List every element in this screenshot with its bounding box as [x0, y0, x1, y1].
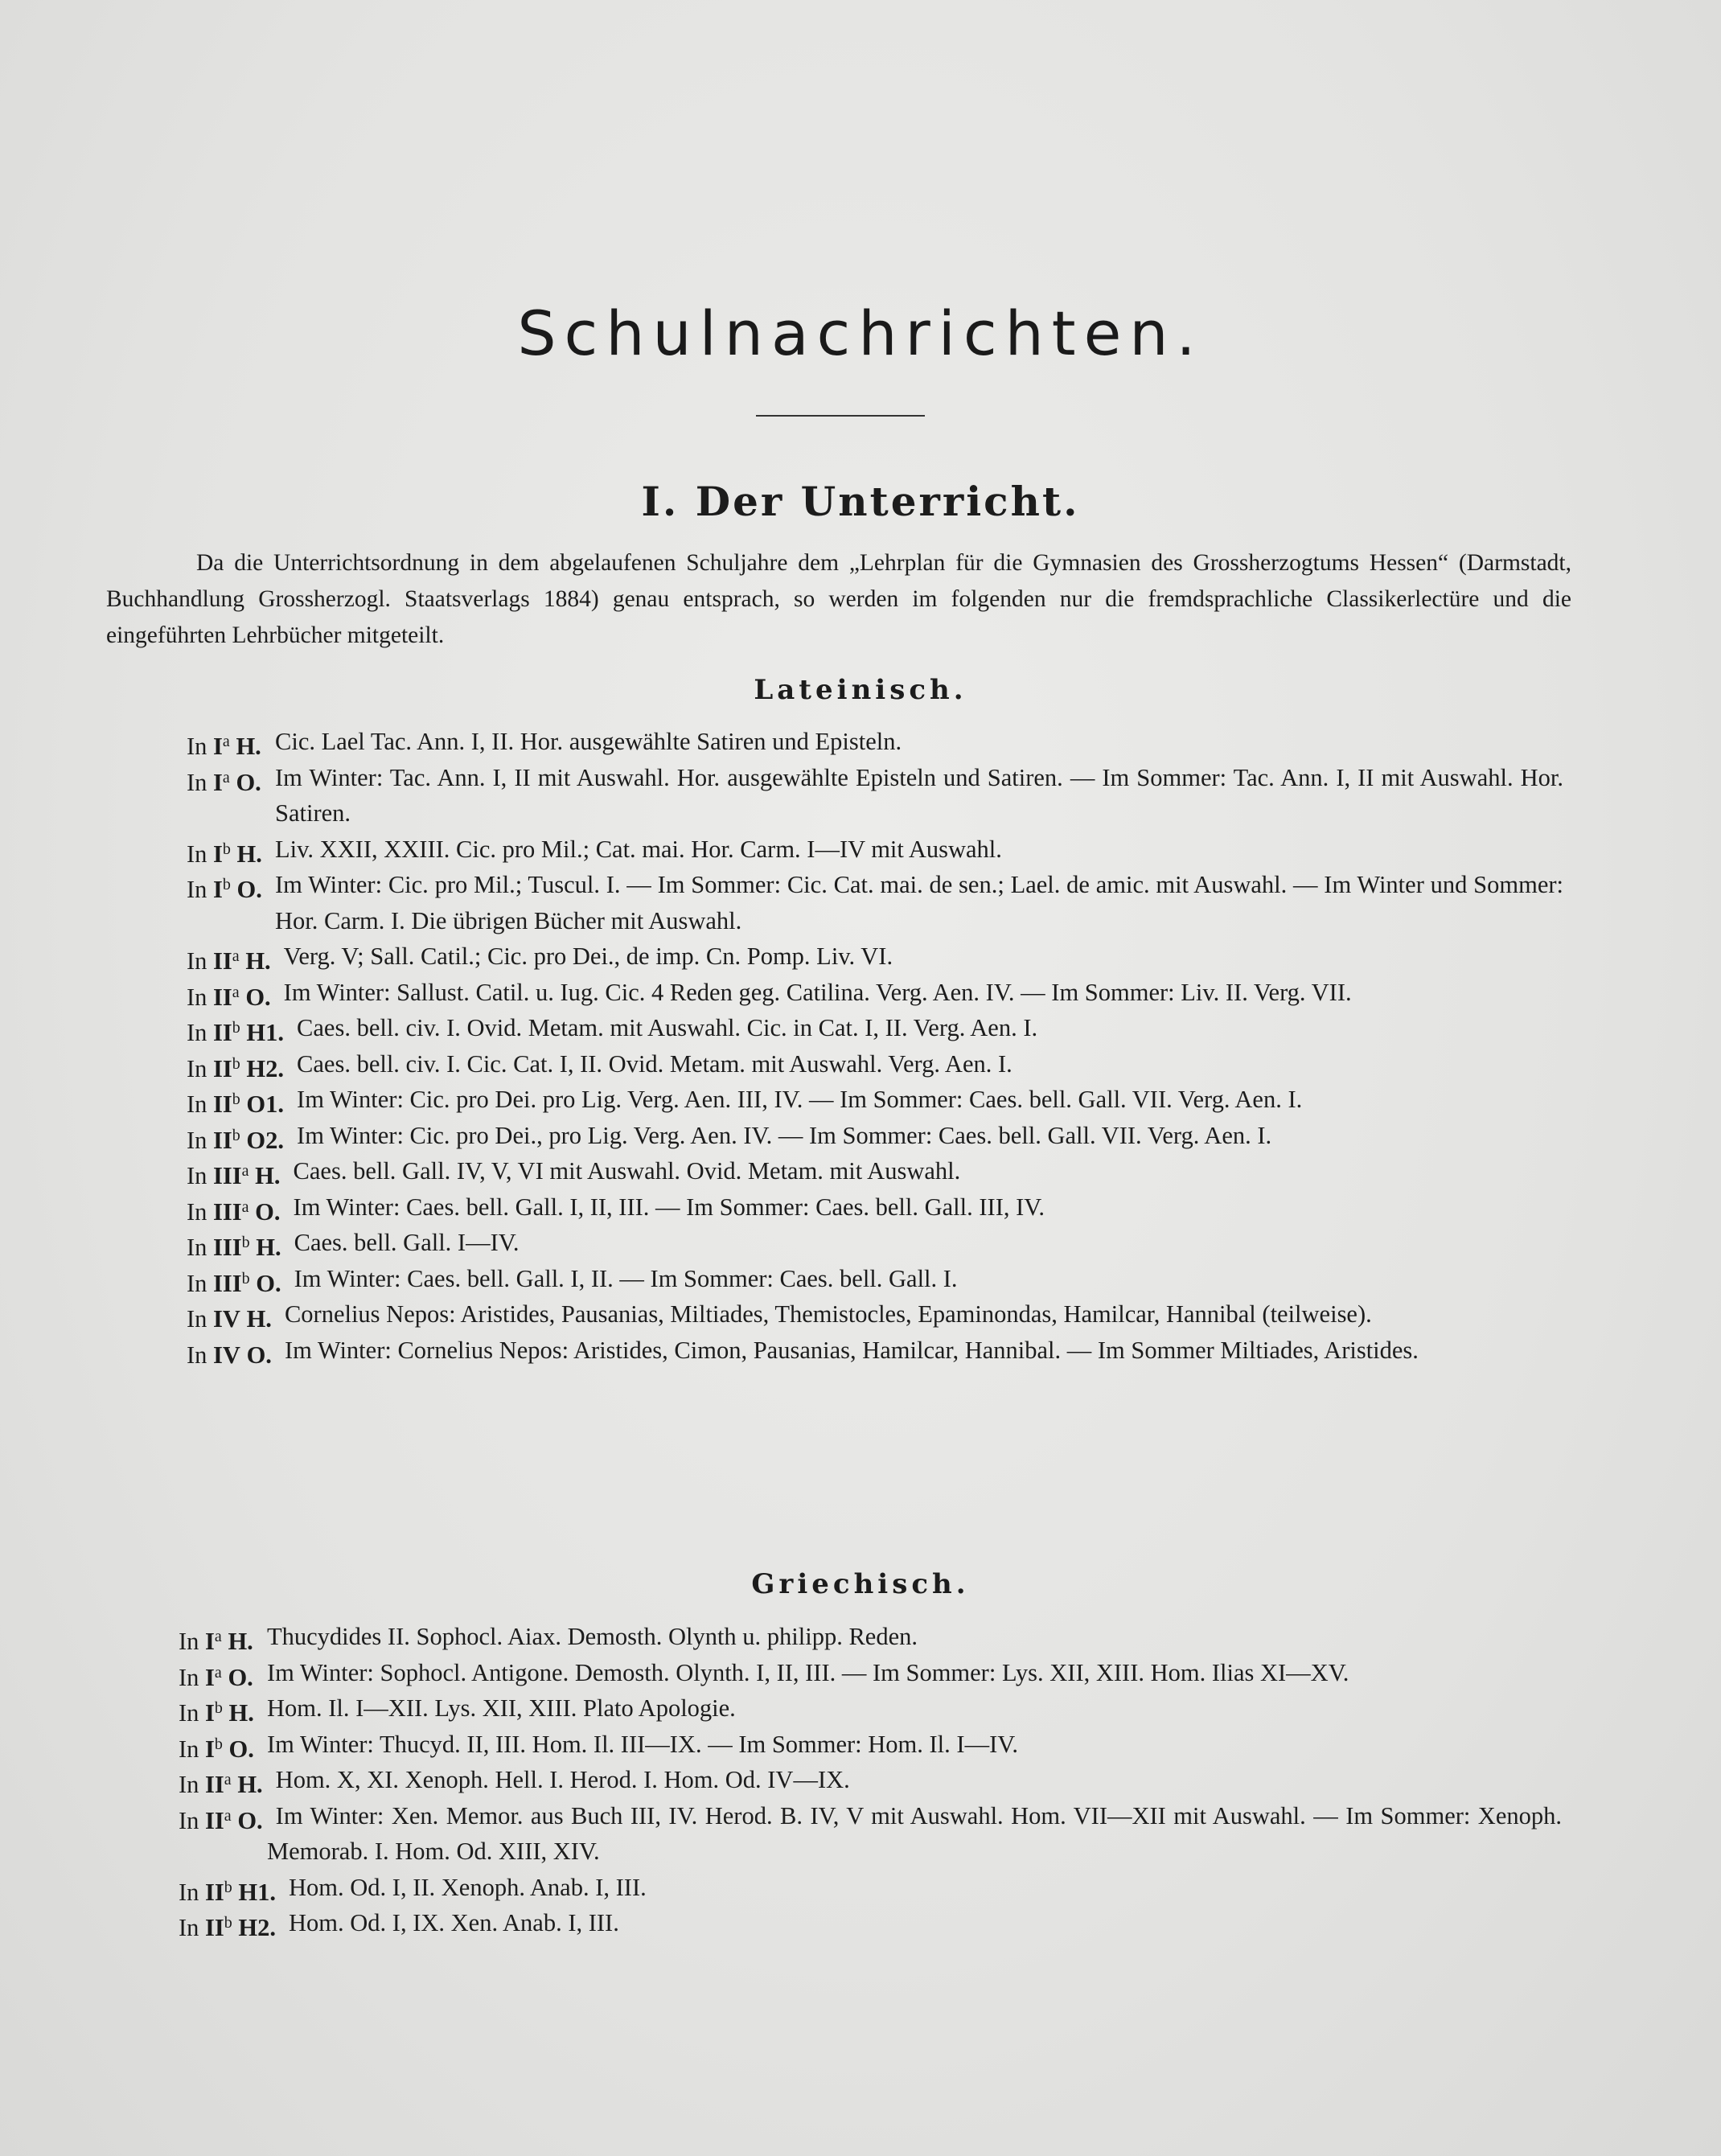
latin-entry — [187, 938, 1563, 975]
greek-entry — [179, 1762, 1562, 1798]
class-division: O. — [256, 1269, 281, 1297]
class-prefix: In — [179, 1735, 199, 1763]
class-level: I — [213, 768, 223, 796]
class-division: H1. — [246, 1019, 285, 1046]
class-sublevel: a — [214, 1628, 222, 1645]
class-division: O1. — [246, 1090, 285, 1118]
class-prefix: In — [187, 1162, 207, 1189]
title-divider — [756, 415, 925, 417]
class-label — [187, 1010, 284, 1051]
reading-list: Im Winter: Cic. pro Dei. pro Lig. Verg. Aen. III, IV. — Im Sommer: Caes. bell. Gall. VII. Verg. Aen. I. — [297, 1086, 1303, 1113]
class-division: H. — [236, 840, 262, 868]
reading-list: Hom. Il. I—XII. Lys. XII, XIII. Plato Apologie. — [267, 1694, 736, 1722]
greek-list — [179, 1619, 1562, 1941]
latin-list — [187, 724, 1563, 1368]
class-sublevel: b — [241, 1234, 250, 1251]
class-label — [187, 1261, 281, 1302]
latin-entry — [187, 832, 1563, 868]
class-label — [187, 832, 262, 873]
reading-list: Thucydides II. Sophocl. Aiax. Demosth. Olynth u. philipp. Reden. — [267, 1623, 918, 1650]
class-label — [187, 975, 271, 1016]
reading-list: Im Winter: Caes. bell. Gall. I, II, III. — Im Sommer: Caes. bell. Gall. III, IV. — [293, 1193, 1045, 1221]
class-sublevel: b — [214, 1699, 223, 1717]
class-sublevel: a — [224, 1806, 232, 1825]
class-sublevel: a — [214, 1663, 222, 1682]
class-prefix: In — [187, 1197, 207, 1226]
class-sublevel: b — [222, 876, 231, 893]
class-division: H. — [246, 1305, 272, 1333]
reading-list: Cornelius Nepos: Aristides, Pausanias, Miltiades, Themistocles, Epaminondas, Hamilcar, Hannibal (teilweise). — [284, 1300, 1372, 1328]
class-label — [179, 1655, 253, 1696]
class-division: O. — [236, 876, 262, 903]
greek-entry — [179, 1727, 1562, 1763]
reading-list: Im Winter: Thucyd. II, III. Hom. Il. III—IX. — Im Sommer: Hom. Il. I—IV. — [267, 1730, 1018, 1758]
class-division: H. — [256, 1234, 281, 1261]
class-division: O. — [237, 1806, 263, 1834]
class-sublevel: a — [224, 1771, 232, 1788]
reading-list: Hom. Od. I, II. Xenoph. Anab. I, III. — [289, 1873, 647, 1901]
latin-entry — [187, 975, 1563, 1011]
class-level: III — [213, 1197, 242, 1226]
class-sublevel: a — [232, 947, 240, 965]
latin-entry — [187, 1082, 1563, 1118]
reading-list: Caes. bell. civ. I. Ovid. Metam. mit Auswahl. Cic. in Cat. I, II. Verg. Aen. I. — [297, 1014, 1038, 1041]
class-prefix: In — [187, 840, 207, 868]
latin-entry — [187, 867, 1563, 938]
latin-heading: Lateinisch. — [754, 674, 967, 706]
class-label — [179, 1905, 276, 1946]
reading-list: Caes. bell. Gall. IV, V, VI mit Auswahl. Ovid. Metam. mit Auswahl. — [293, 1157, 961, 1185]
class-prefix: In — [187, 983, 207, 1011]
class-label — [187, 724, 261, 765]
class-division: H. — [228, 1628, 253, 1655]
class-level: II — [213, 947, 232, 975]
reading-list: Im Winter: Caes. bell. Gall. I, II. — Im Sommer: Caes. bell. Gall. I. — [294, 1264, 958, 1292]
class-level: I — [213, 840, 223, 868]
latin-entry — [187, 1296, 1563, 1333]
class-sublevel: b — [214, 1735, 223, 1753]
class-prefix: In — [179, 1914, 199, 1941]
class-division: O2. — [246, 1126, 285, 1154]
class-level: II — [205, 1914, 224, 1941]
class-level: II — [205, 1771, 224, 1798]
greek-entry — [179, 1905, 1562, 1941]
class-division: H2. — [238, 1914, 277, 1941]
intro-paragraph: Da die Unterrichtsordnung in dem abgelaufenen Schuljahre dem „Lehrplan für die Gymnasien des Grossherzogtums Hessen“ (Darmstadt, Buchhandlung Grossherzogl. Staatsverlags 1884) genau entsprach, so werden im folgenden nur die fremdsprachliche Classikerlectüre und die eingeführten Lehrbücher mitgeteilt. — [106, 550, 1571, 648]
class-level: III — [213, 1162, 242, 1189]
latin-entry — [187, 1046, 1563, 1082]
reading-list: Im Winter: Xen. Memor. aus Buch III, IV. Herod. B. IV, V mit Auswahl. Hom. VII—XII mit Auswahl. — Im Sommer: Xenoph. Memorab. I. Hom. Od. XIII, XIV. — [267, 1801, 1562, 1865]
class-sublevel: b — [232, 1090, 240, 1108]
class-level: III — [213, 1234, 242, 1261]
class-level: I — [205, 1663, 215, 1691]
class-sublevel: a — [241, 1197, 249, 1216]
class-prefix: In — [179, 1628, 199, 1655]
reading-list: Caes. bell. Gall. I—IV. — [294, 1229, 520, 1256]
class-level: I — [213, 733, 223, 760]
class-label — [187, 867, 262, 908]
class-division: O. — [246, 1341, 272, 1369]
class-sublevel: a — [222, 768, 230, 786]
reading-list: Im Winter: Sophocl. Antigone. Demosth. Olynth. I, II, III. — Im Sommer: Lys. XII, XIII. Hom. Ilias XI—XV. — [267, 1658, 1349, 1686]
class-prefix: In — [179, 1699, 199, 1727]
latin-entry — [187, 724, 1563, 760]
class-prefix: In — [179, 1878, 199, 1906]
class-label — [179, 1727, 254, 1768]
class-label — [187, 1296, 272, 1337]
class-label — [179, 1798, 263, 1839]
class-prefix: In — [187, 1090, 207, 1118]
class-level: I — [205, 1628, 215, 1655]
class-sublevel: b — [224, 1878, 232, 1896]
greek-entry — [179, 1619, 1562, 1655]
class-level: I — [205, 1735, 215, 1763]
reading-list: Verg. V; Sall. Catil.; Cic. pro Dei., de imp. Cn. Pomp. Liv. VI. — [283, 942, 893, 970]
class-prefix: In — [187, 1019, 207, 1046]
class-prefix: In — [179, 1663, 199, 1691]
class-level: II — [213, 1054, 232, 1082]
class-level: II — [205, 1806, 224, 1834]
class-label — [179, 1619, 253, 1660]
class-division: H. — [237, 1771, 263, 1798]
class-sublevel: a — [222, 733, 230, 750]
class-level: III — [213, 1269, 242, 1297]
reading-list: Hom. Od. I, IX. Xen. Anab. I, III. — [289, 1909, 619, 1936]
reading-list: Im Winter: Tac. Ann. I, II mit Auswahl. Hor. ausgewählte Episteln und Satiren. — Im Sommer: Tac. Ann. I, II mit Auswahl. Hor. Satiren. — [275, 763, 1563, 827]
class-sublevel: b — [232, 1054, 240, 1073]
latin-entry — [187, 1153, 1563, 1189]
section-heading: I. Der Unterricht. — [641, 478, 1080, 525]
class-division: H. — [245, 947, 271, 975]
latin-entry — [187, 1333, 1563, 1369]
class-division: O. — [245, 983, 271, 1011]
class-prefix: In — [187, 768, 207, 796]
class-division: H. — [236, 733, 261, 760]
class-level: IV — [213, 1341, 240, 1369]
class-division: O. — [228, 1735, 254, 1763]
reading-list: Im Winter: Sallust. Catil. u. Iug. Cic. 4 Reden geg. Catilina. Verg. Aen. IV. — Im Sommer: Liv. II. Verg. VII. — [283, 978, 1352, 1006]
class-level: II — [213, 1126, 232, 1154]
reading-list: Im Winter: Cic. pro Dei., pro Lig. Verg. Aen. IV. — Im Sommer: Caes. bell. Gall. VII. Verg. Aen. I. — [297, 1121, 1272, 1149]
reading-list: Im Winter: Cornelius Nepos: Aristides, Cimon, Pausanias, Hamilcar, Hannibal. — Im Sommer Miltiades, Aristides. — [284, 1336, 1419, 1364]
class-sublevel: b — [232, 1019, 240, 1037]
class-division: O. — [236, 768, 261, 796]
greek-entry — [179, 1655, 1562, 1691]
greek-heading: Griechisch. — [751, 1568, 970, 1600]
class-level: IV — [213, 1305, 240, 1333]
latin-entry — [187, 1118, 1563, 1154]
class-level: I — [205, 1699, 215, 1727]
latin-entry — [187, 1010, 1563, 1046]
reading-list: Liv. XXII, XXIII. Cic. pro Mil.; Cat. mai. Hor. Carm. I—IV mit Auswahl. — [275, 835, 1002, 863]
reading-list: Cic. Lael Tac. Ann. I, II. Hor. ausgewählte Satiren und Episteln. — [275, 728, 902, 755]
class-prefix: In — [187, 1341, 207, 1369]
class-label — [187, 1082, 284, 1123]
class-label — [187, 760, 261, 801]
greek-entry — [179, 1798, 1562, 1870]
latin-entry — [187, 1189, 1563, 1226]
class-prefix: In — [187, 1054, 207, 1082]
class-label — [187, 1333, 272, 1374]
class-level: II — [213, 983, 232, 1011]
latin-entry — [187, 1225, 1563, 1261]
class-division: H. — [255, 1162, 281, 1189]
class-prefix: In — [179, 1806, 199, 1834]
class-label — [187, 1189, 281, 1230]
class-label — [187, 938, 271, 979]
class-label — [179, 1690, 254, 1731]
greek-entry — [179, 1870, 1562, 1906]
class-label — [187, 1118, 284, 1159]
class-sublevel: b — [224, 1914, 232, 1932]
reading-list: Hom. X, XI. Xenoph. Hell. I. Herod. I. Hom. Od. IV—IX. — [275, 1766, 850, 1793]
page-title: Schulnachrichten. — [517, 298, 1204, 369]
class-prefix: In — [187, 947, 207, 975]
class-label — [187, 1153, 281, 1194]
class-division: H1. — [238, 1878, 277, 1906]
class-level: II — [213, 1090, 232, 1118]
class-prefix: In — [187, 1305, 207, 1333]
class-sublevel: b — [232, 1126, 240, 1144]
class-division: H. — [228, 1699, 254, 1727]
class-division: O. — [228, 1663, 253, 1691]
reading-list: Im Winter: Cic. pro Mil.; Tuscul. I. — Im Sommer: Cic. Cat. mai. de sen.; Lael. de amic. mit Auswahl. — Im Winter und Sommer: Hor. Carm. I. Die übrigen Bücher mit Auswahl. — [275, 871, 1563, 934]
class-sublevel: b — [241, 1269, 250, 1287]
reading-list: Caes. bell. civ. I. Cic. Cat. I, II. Ovid. Metam. mit Auswahl. Verg. Aen. I. — [297, 1049, 1012, 1078]
class-level: I — [213, 876, 223, 903]
class-prefix: In — [187, 1234, 207, 1261]
class-level: II — [213, 1019, 232, 1046]
class-label — [179, 1762, 263, 1803]
latin-entry — [187, 760, 1563, 832]
class-sublevel: a — [232, 983, 240, 1001]
class-sublevel: a — [241, 1162, 249, 1180]
class-prefix: In — [187, 1126, 207, 1154]
latin-entry — [187, 1261, 1563, 1297]
class-prefix: In — [187, 1269, 207, 1297]
greek-entry — [179, 1690, 1562, 1727]
class-prefix: In — [187, 876, 207, 903]
class-level: II — [205, 1878, 224, 1906]
class-label — [187, 1046, 284, 1087]
class-prefix: In — [187, 733, 207, 760]
class-division: H2. — [246, 1054, 285, 1082]
class-label — [187, 1225, 281, 1266]
class-division: O. — [255, 1197, 281, 1226]
class-label — [179, 1870, 276, 1911]
class-sublevel: b — [222, 840, 231, 858]
class-prefix: In — [179, 1771, 199, 1798]
